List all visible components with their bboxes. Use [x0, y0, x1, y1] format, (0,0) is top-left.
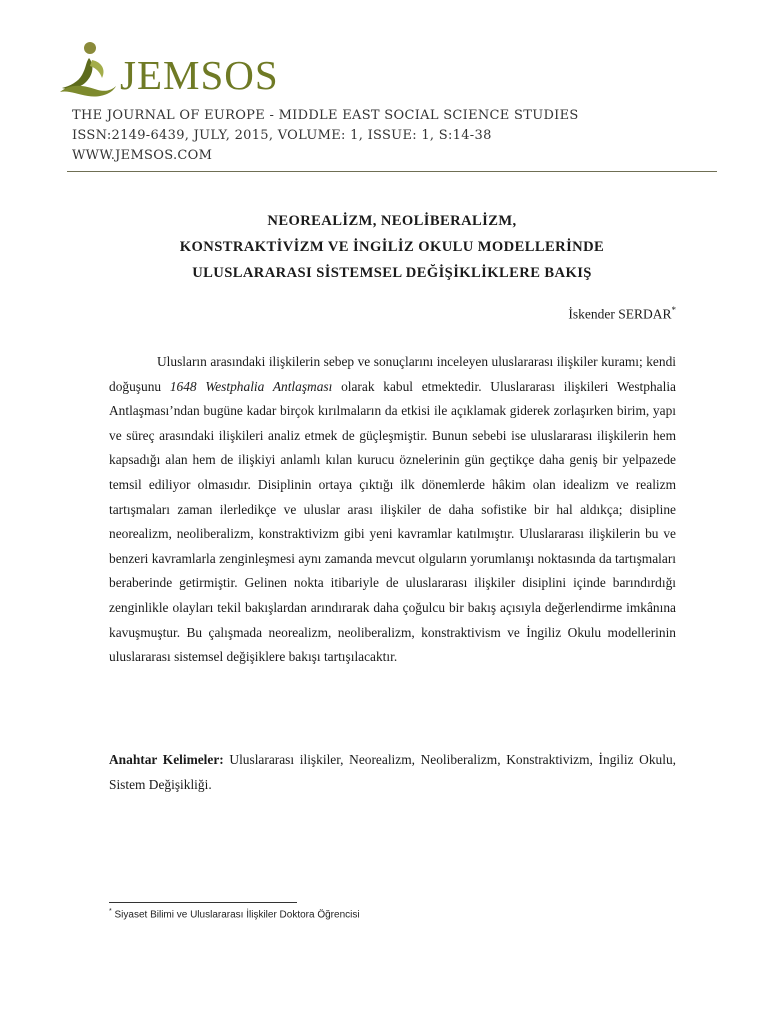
author-line	[568, 305, 676, 323]
logo-wordmark: JEMSOS	[120, 52, 279, 98]
author-footnote-mark[interactable]: *	[671, 305, 676, 315]
header-divider	[67, 171, 717, 172]
journal-masthead	[56, 38, 716, 166]
footnote-mark: *	[109, 908, 112, 915]
article-title	[67, 208, 717, 286]
keywords-list: Uluslararası ilişkiler, Neorealizm, Neoliberalizm, Konstraktivizm, İngiliz Okulu, Sistem Değişikliği.	[109, 752, 676, 792]
abstract-italic-term: 1648 Westphalia Antlaşması	[169, 378, 333, 394]
journal-name: THE JOURNAL OF EUROPE - MIDDLE EAST SOCIAL SCIENCE STUDIES	[72, 108, 579, 123]
abstract-paragraph	[109, 350, 676, 670]
keywords-paragraph	[109, 747, 676, 797]
title-line: ULUSLARARASI SİSTEMSEL DEĞİŞİKLİKLERE BAKIŞ	[192, 265, 592, 281]
abstract-text: Ulusların arasındaki ilişkilerin sebep ve sonuçlarını inceleyen uluslararası ilişkiler kuramı; kendi doğuşunu	[109, 354, 676, 394]
title-line: NEOREALİZM, NEOLİBERALİZM,	[267, 213, 517, 229]
footnote-divider	[109, 902, 297, 903]
footnote	[109, 908, 360, 920]
author-name: İskender SERDAR	[568, 306, 672, 322]
journal-website-link[interactable]: WWW.JEMSOS.COM	[72, 148, 213, 163]
abstract-text-continued: olarak kabul etmektedir. Uluslararası ilişkileri Westphalia Antlaşması’ndan bugüne kadar birçok kırılmaların da etkisi ile açıklamak giderek zorlaşırken birim, yapı ve süreç arasındaki ilişkileri analiz etmek de güçleşmiştir. Bunun sebebi ise uluslararası ilişkilerin hem kapsadığı alan hem de ilişkiyi anlamlı kılan kurucu öznelerinin gün geçtikçe daha geniş bir yelpazede temsil ediliyor olmasıdır. Disiplinin ortaya çıktığı ilk dönemlerde hâkim olan idealizm ve realizm tartışmaları zaman ilerledikçe ve uluslar arası ilişkiler de daha sofistike bir hal aldıkça; disipline neorealizm, neoliberalizm, konstraktivizm gibi yeni kavramlar katılmıştır. Uluslararası ilişkilerin bu ve benzeri kavramlarla zenginleşmesi aynı zamanda mevcut olguların yorumlanışı noktasında da tartışmaları beraberinde getirmiştir. Gelinen nokta itibariyle de uluslararası ilişkiler disiplini içinde barındırdığı zenginlikle olayları tekil bakışlardan arındırarak daha çoğulcu bir bakış açısıyla değerlendirme imkânına kavuşmuştur. Bu çalışmada neorealizm, neoliberalizm, konstraktivism ve İngiliz Okulu modellerinin uluslararası sistemsel değişiklere bakışı tartışılacaktır.	[109, 378, 676, 665]
footnote-text: Siyaset Bilimi ve Uluslararası İlişkiler Doktora Öğrencisi	[111, 909, 360, 921]
issn-line: ISSN:2149-6439, JULY, 2015, VOLUME: 1, ISSUE: 1, S:14-38	[72, 128, 492, 143]
keywords-label: Anahtar Kelimeler:	[109, 752, 224, 767]
journal-logo	[56, 38, 716, 100]
title-line: KONSTRAKTİVİZM VE İNGİLİZ OKULU MODELLERİNDE	[179, 239, 605, 255]
jemsos-figure-icon	[56, 38, 118, 100]
